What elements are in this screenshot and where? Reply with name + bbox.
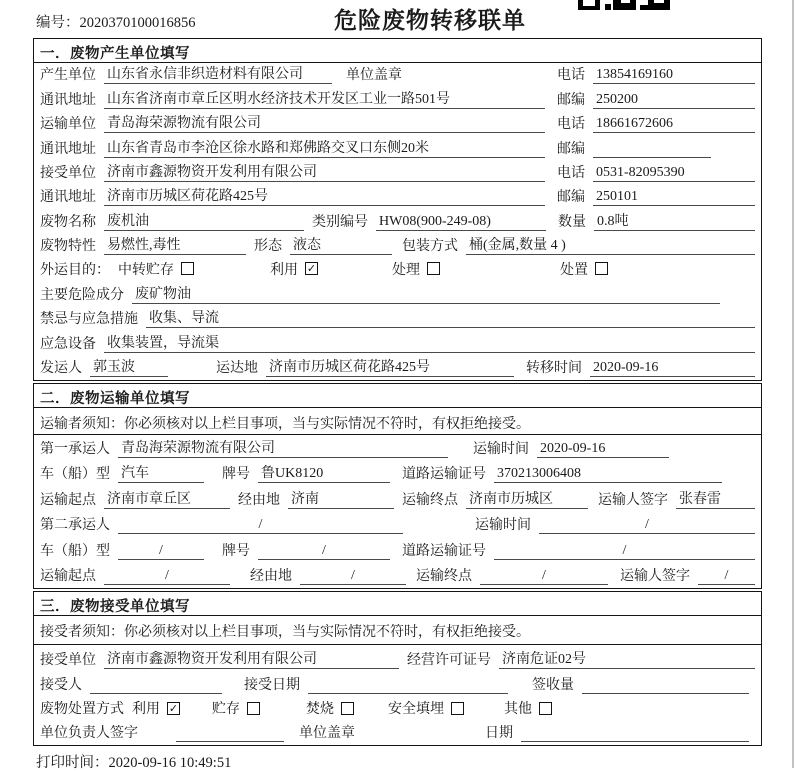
sign-date-label: 日期 (485, 726, 513, 742)
plate-label: 牌号 (222, 467, 250, 483)
section-receiver-heading: 三．废物接受单位填写 (34, 592, 761, 616)
row-transfer-purpose (34, 258, 761, 282)
transporter-zip-label: 邮编 (557, 141, 585, 157)
signed-qty-value (582, 675, 749, 694)
vehicle-type2-label: 车（船）型 (40, 543, 110, 559)
row-disposal-method (34, 697, 761, 722)
waste-name-value: 废机油 (104, 212, 304, 231)
generator-address-label: 通讯地址 (40, 92, 96, 108)
route2-end-label: 运输终点 (416, 569, 472, 585)
acceptor-value (90, 675, 222, 694)
waste-form-label: 形态 (254, 239, 282, 255)
section-generator (33, 38, 762, 381)
row-transporter-address (34, 136, 761, 160)
route-start-label: 运输起点 (40, 492, 96, 508)
disposal-option-label: 利用 (132, 702, 160, 718)
transporter-address-value: 山东省青岛市李沧区徐水路和郑佛路交叉口东侧20米 (104, 139, 545, 158)
generator-address-value: 山东省济南市章丘区明水经济技术开发区工业一路501号 (104, 90, 545, 109)
transporter-phone-value: 18661672606 (593, 114, 755, 133)
route2-end-value: / (480, 566, 608, 585)
vehicle-type2-value: / (118, 541, 204, 560)
disposal-option-label: 其他 (504, 702, 532, 718)
section-transporter-heading: 二．废物运输单位填写 (34, 384, 761, 408)
purpose-option-treatment (392, 259, 560, 279)
transport-time-label: 运输时间 (473, 441, 529, 457)
section-generator-heading: 一．废物产生单位填写 (34, 39, 761, 63)
generator-unit-label: 产生单位 (40, 68, 96, 84)
dispatcher-value: 郭玉波 (90, 358, 168, 377)
manifest-form (33, 38, 762, 748)
document-header (0, 0, 796, 38)
disposal-option-landfill (388, 698, 504, 718)
waste-code-label: 类别编号 (312, 214, 368, 230)
route2-start-value: / (104, 566, 230, 585)
row-transporter-unit (34, 112, 761, 136)
generator-unit-value: 山东省永信非织造材料有限公司 (104, 65, 332, 84)
signed-qty-label: 签收量 (532, 678, 574, 694)
receiver-zip-value: 250101 (593, 187, 755, 206)
disposal-option-storage (212, 698, 306, 718)
route-start-value: 济南市章丘区 (104, 490, 230, 509)
transport-time2-value: / (539, 515, 755, 534)
purpose-option-transfer-storage (118, 259, 270, 279)
transporter-phone-label: 电话 (557, 117, 585, 133)
generator-phone-value: 13854169160 (593, 65, 755, 84)
row-acceptor (34, 672, 761, 697)
row-receiving-unit (34, 645, 761, 672)
second-carrier-label: 第二承运人 (40, 518, 110, 534)
hazard-label: 主要危险成分 (40, 287, 124, 303)
row-second-route (34, 563, 761, 589)
checkbox-incineration (341, 702, 354, 715)
road-cert2-value: / (494, 541, 755, 560)
plate2-value: / (258, 541, 390, 560)
purpose-option-utilization (270, 259, 392, 279)
dispatcher-label: 发运人 (40, 361, 82, 377)
row-responsible-signature (34, 722, 761, 745)
checkbox-utilization: ✓ (306, 262, 317, 276)
second-carrier-value: / (118, 515, 403, 534)
row-second-vehicle (34, 537, 761, 563)
waste-qty-label: 数量 (558, 214, 586, 230)
purpose-option-label: 中转贮存 (118, 262, 174, 278)
row-emergency-equipment (34, 331, 761, 355)
accept-date-label: 接受日期 (244, 678, 300, 694)
purpose-option-label: 处置 (560, 262, 588, 278)
equipment-label: 应急设备 (40, 336, 96, 352)
row-generator-address (34, 87, 761, 111)
transport-time-value: 2020-09-16 (537, 439, 669, 458)
carrier-sign2-label: 运输人签字 (620, 569, 690, 585)
receiving-unit-value: 济南市鑫源物资开发利用有限公司 (104, 650, 399, 669)
receiver-address-value: 济南市历城区荷花路425号 (104, 187, 545, 206)
transfer-time-label: 转移时间 (526, 361, 582, 377)
disposal-option-incineration (306, 698, 388, 718)
page-title: 危险废物转移联单 (334, 8, 526, 33)
page-scan-edge (792, 0, 794, 768)
operating-license-value: 济南危证02号 (499, 650, 755, 669)
row-emergency-measures (34, 307, 761, 331)
transporter-notice: 运输者须知：你必须核对以上栏目事项，当与实际情况不符时，有权拒绝接受。 (34, 408, 761, 435)
purpose-option-disposal (560, 259, 755, 279)
disposal-option-label: 焚烧 (306, 702, 334, 718)
checkbox-storage (247, 702, 260, 715)
route-via-value: 济南 (288, 490, 394, 509)
measures-value: 收集、导流 (146, 309, 755, 328)
row-waste-props (34, 234, 761, 258)
generator-phone-label: 电话 (557, 68, 585, 84)
serial-label: 编号： (36, 15, 80, 31)
disposal-option-label: 贮存 (212, 702, 240, 718)
disposal-option-utilization (132, 698, 212, 718)
unit-seal-label: 单位盖章 (346, 68, 402, 84)
print-time-label: 打印时间： (36, 755, 109, 771)
row-dispatcher (34, 356, 761, 380)
destination-label: 运达地 (216, 361, 258, 377)
equipment-value: 收集装置，导流渠 (104, 334, 755, 353)
hazard-value: 废矿物油 (132, 285, 720, 304)
row-receiver-unit (34, 161, 761, 185)
transporter-unit-label: 运输单位 (40, 117, 96, 133)
print-time-value: 2020-09-16 10:49:51 (108, 755, 232, 771)
checkbox-disposal (595, 262, 608, 275)
road-cert-label: 道路运输证号 (402, 467, 486, 483)
receiving-unit-label: 接受单位 (40, 653, 96, 669)
carrier-sign-value: 张春雷 (676, 490, 755, 509)
checkbox-landfill (451, 702, 464, 715)
print-time (36, 751, 231, 772)
receiver-zip-label: 邮编 (557, 190, 585, 206)
transporter-address-label: 通讯地址 (40, 141, 96, 157)
route-via-label: 经由地 (238, 492, 280, 508)
receiver-phone-label: 电话 (557, 165, 585, 181)
waste-form-value: 液态 (290, 236, 392, 255)
disposal-option-other (504, 698, 755, 718)
route-end-label: 运输终点 (402, 492, 458, 508)
row-second-carrier (34, 512, 761, 538)
waste-props-label: 废物特性 (40, 239, 96, 255)
route2-via-value: / (300, 566, 406, 585)
route2-via-label: 经由地 (250, 569, 292, 585)
road-cert2-label: 道路运输证号 (402, 543, 486, 559)
purpose-option-label: 处理 (392, 262, 420, 278)
waste-qty-value: 0.8吨 (594, 212, 755, 231)
row-first-vehicle (34, 461, 761, 487)
section-transporter (33, 383, 762, 589)
receiver-notice: 接受者须知：你必须核对以上栏目事项，当与实际情况不符时，有权拒绝接受。 (34, 616, 761, 645)
disposal-method-label: 废物处置方式 (40, 702, 124, 718)
disposal-option-label: 安全填埋 (388, 702, 444, 718)
vehicle-type-value: 汽车 (118, 464, 204, 483)
carrier-sign-label: 运输人签字 (598, 492, 668, 508)
row-first-carrier (34, 435, 761, 461)
measures-label: 禁忌与应急措施 (40, 312, 138, 328)
transport-time2-label: 运输时间 (475, 518, 531, 534)
route-end-value: 济南市历城区 (466, 490, 588, 509)
waste-props-value: 易燃性,毒性 (104, 236, 246, 255)
receiver-unit-value: 济南市鑫源物资开发利用有限公司 (104, 163, 545, 182)
waste-pack-value: 桶(金属,数量 4 ) (466, 236, 755, 255)
checkbox-other (539, 702, 552, 715)
responsible-sign-value (176, 723, 284, 742)
sign-date-value (521, 723, 749, 742)
receiver-unit-label: 接受单位 (40, 165, 96, 181)
carrier-sign2-value: / (698, 566, 755, 585)
acceptor-label: 接受人 (40, 678, 82, 694)
row-generator-unit (34, 63, 761, 87)
first-carrier-label: 第一承运人 (40, 441, 110, 457)
generator-zip-value: 250200 (593, 90, 755, 109)
waste-pack-label: 包装方式 (402, 239, 458, 255)
transporter-unit-value: 青岛海荣源物流有限公司 (104, 114, 545, 133)
serial-value: 2020370100016856 (79, 15, 196, 31)
generator-zip-label: 邮编 (557, 92, 585, 108)
destination-value: 济南市历城区荷花路425号 (266, 358, 514, 377)
checkbox-disposal-utilization: ✓ (168, 701, 179, 715)
first-carrier-value: 青岛海荣源物流有限公司 (118, 439, 448, 458)
waste-name-label: 废物名称 (40, 214, 96, 230)
transfer-time-value: 2020-09-16 (590, 358, 755, 377)
plate2-label: 牌号 (222, 543, 250, 559)
transporter-zip-value (593, 139, 711, 158)
checkbox-treatment (427, 262, 440, 275)
receiver-phone-value: 0531-82095390 (593, 163, 755, 182)
responsible-sign-label: 单位负责人签字 (40, 726, 138, 742)
receiver-address-label: 通讯地址 (40, 190, 96, 206)
checkbox-transfer-storage (181, 262, 194, 275)
row-hazard-components (34, 283, 761, 307)
vehicle-type-label: 车（船）型 (40, 467, 110, 483)
purpose-label: 外运目的： (40, 262, 110, 278)
road-cert-value: 370213006408 (494, 464, 722, 483)
waste-code-value: HW08(900-249-08) (376, 212, 546, 231)
unit-seal2-label: 单位盖章 (299, 726, 355, 742)
route2-start-label: 运输起点 (40, 569, 96, 585)
qr-code-icon (578, 0, 670, 11)
serial-number (36, 11, 196, 32)
section-receiver (33, 591, 762, 746)
row-first-route (34, 486, 761, 512)
operating-license-label: 经营许可证号 (407, 653, 491, 669)
row-receiver-address (34, 185, 761, 209)
row-waste-name (34, 209, 761, 233)
purpose-option-label: 利用 (270, 262, 298, 278)
accept-date-value (308, 675, 508, 694)
plate-value: 鲁UK8120 (258, 464, 390, 483)
